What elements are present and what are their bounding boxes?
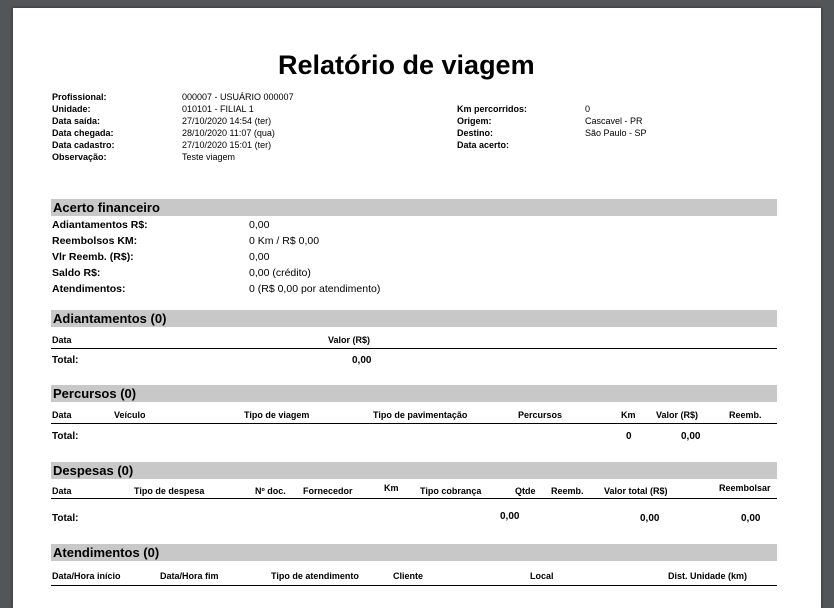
table-rule (51, 498, 777, 499)
report-page (13, 8, 821, 608)
total-km: 0 (626, 431, 632, 442)
col-header-reemb: Reemb. (729, 410, 762, 420)
col-header-data-hora-fim: Data/Hora fim (160, 571, 219, 581)
col-header-local: Local (530, 571, 554, 581)
total-qtde: 0,00 (500, 511, 520, 522)
value-destino: São Paulo - SP (585, 128, 647, 138)
section-acerto-financeiro (51, 199, 777, 216)
section-title: Acerto financeiro (53, 200, 160, 215)
value-data-chegada: 28/10/2020 11:07 (qua) (182, 128, 275, 138)
total-valor: 0,00 (352, 355, 372, 366)
report-title: Relatório de viagem (278, 50, 535, 80)
col-header-percursos: Percursos (518, 410, 563, 420)
section-adiantamentos (51, 310, 777, 327)
value-reembolsos-km: 0 Km / R$ 0,00 (249, 235, 320, 247)
label-vlr-reemb: Vlr Reemb. (R$): (52, 251, 134, 263)
label-profissional: Profissional: (52, 92, 107, 102)
col-header-qtde: Qtde (515, 486, 536, 496)
col-header-fornecedor: Fornecedor (303, 486, 353, 496)
table-rule (51, 423, 777, 424)
col-header-valor: Valor (R$) (656, 410, 699, 420)
col-header-tipo-viagem: Tipo de viagem (244, 410, 310, 420)
label-data-saida: Data saída: (52, 116, 101, 126)
value-km-percorridos: 0 (585, 104, 591, 114)
section-title: Atendimentos (0) (53, 545, 160, 560)
label-data-chegada: Data chegada: (52, 128, 114, 138)
section-title: Despesas (0) (53, 463, 134, 478)
col-header-tipo-despesa: Tipo de despesa (134, 486, 205, 496)
value-data-saida: 27/10/2020 14:54 (ter) (182, 116, 272, 126)
value-unidade: 010101 - FILIAL 1 (182, 104, 254, 114)
col-header-valor: Valor (R$) (328, 335, 371, 345)
col-header-dist-unidade: Dist. Unidade (km) (668, 571, 748, 581)
total-reembolsar: 0,00 (741, 513, 761, 524)
label-saldo: Saldo R$: (52, 267, 101, 279)
total-label: Total: (52, 513, 79, 524)
total-label: Total: (52, 431, 79, 442)
label-origem: Origem: (457, 116, 492, 126)
value-data-cadastro: 27/10/2020 15:01 (ter) (182, 140, 272, 150)
value-origem: Cascavel - PR (585, 116, 643, 126)
label-observacao: Observação: (52, 152, 107, 162)
table-rule (51, 348, 777, 349)
total-label: Total: (52, 355, 79, 366)
col-header-valor-total: Valor total (R$) (604, 486, 668, 496)
section-atendimentos (51, 544, 777, 561)
col-header-num-doc: Nº doc. (255, 486, 286, 496)
col-header-km: Km (384, 483, 399, 493)
col-header-tipo-atendimento: Tipo de atendimento (271, 571, 359, 581)
label-reembolsos-km: Reembolsos KM: (52, 235, 138, 247)
value-vlr-reemb: 0,00 (249, 251, 270, 263)
col-header-data-hora-inicio: Data/Hora início (52, 571, 121, 581)
label-destino: Destino: (457, 128, 493, 138)
col-header-tipo-cobranca: Tipo cobrança (420, 486, 482, 496)
value-adiantamentos: 0,00 (249, 219, 270, 231)
label-atendimentos: Atendimentos: (52, 283, 126, 295)
value-saldo: 0,00 (crédito) (249, 267, 311, 279)
total-valor: 0,00 (681, 431, 701, 442)
label-data-acerto: Data acerto: (457, 140, 510, 150)
col-header-data: Data (52, 335, 72, 345)
value-atendimentos: 0 (R$ 0,00 por atendimento) (249, 283, 381, 295)
col-header-veiculo: Veículo (114, 410, 146, 420)
col-header-reembolsar: Reembolsar (719, 483, 771, 493)
section-title: Adiantamentos (0) (53, 311, 167, 326)
label-data-cadastro: Data cadastro: (52, 140, 115, 150)
section-title: Percursos (0) (53, 386, 137, 401)
label-km-percorridos: Km percorridos: (457, 104, 528, 114)
section-despesas (51, 462, 777, 479)
value-observacao: Teste viagem (182, 152, 236, 162)
label-adiantamentos: Adiantamentos R$: (52, 219, 148, 231)
col-header-km: Km (621, 410, 636, 420)
col-header-data: Data (52, 410, 72, 420)
col-header-data: Data (52, 486, 72, 496)
section-percursos (51, 385, 777, 402)
col-header-tipo-pavimentacao: Tipo de pavimentação (373, 410, 468, 420)
col-header-cliente: Cliente (393, 571, 424, 581)
label-unidade: Unidade: (52, 104, 91, 114)
table-rule (51, 585, 777, 586)
total-valor: 0,00 (640, 513, 660, 524)
value-profissional: 000007 - USUÁRIO 000007 (182, 92, 294, 102)
col-header-reemb: Reemb. (551, 486, 584, 496)
